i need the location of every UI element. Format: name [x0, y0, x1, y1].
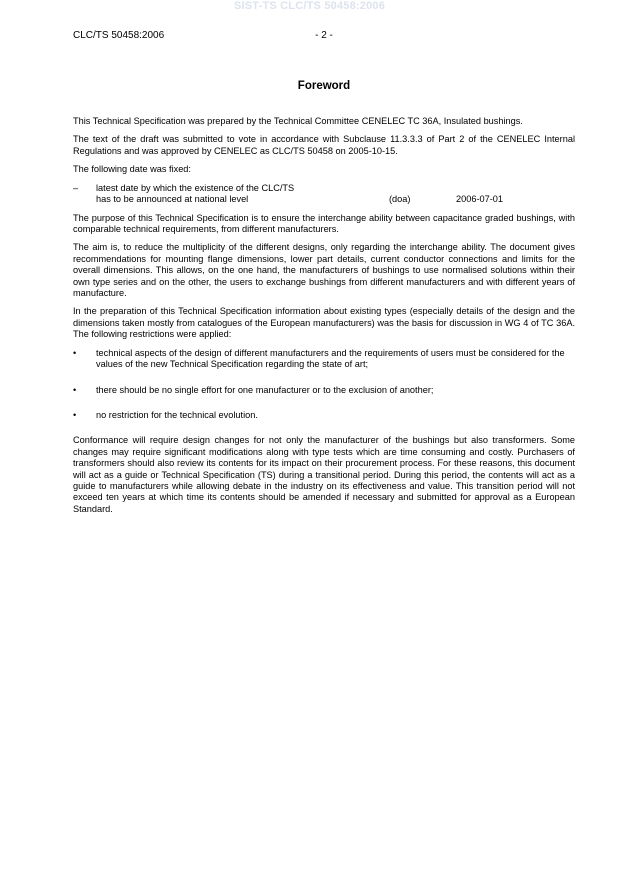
- paragraph-aim: The aim is, to reduce the multiplicity of the different designs, only regarding the interchange ability. The document gives recommendations for mounting flange dimensions, lower part details, current conductor connections and limits for the overall dimensions. This allows, on the one hand, the manufacturers of bushings to use normalised solutions within their own type series and on the other, the users to exchange bushings from different manufacturers and with different years of manufacture.: [73, 242, 575, 299]
- list-item: [73, 410, 575, 421]
- date-value: 2006-07-01: [456, 194, 503, 205]
- date-abbreviation: (doa): [389, 194, 411, 205]
- bullet-marker: •: [73, 384, 77, 395]
- list-item: [73, 385, 575, 396]
- bullet-marker: •: [73, 409, 77, 420]
- list-item: [73, 348, 575, 371]
- page-title: Foreword: [297, 80, 351, 92]
- paragraph-purpose: The purpose of this Technical Specification is to ensure the interchange ability between capacitance graded bushings, with comparable technical requirements, from different manufacturers.: [73, 212, 575, 235]
- restrictions-list: [73, 348, 575, 422]
- document-body: [73, 116, 575, 522]
- bullet-marker: •: [73, 347, 77, 358]
- date-list-item: [73, 183, 575, 206]
- dash-marker: –: [73, 182, 79, 193]
- paragraph-vote: The text of the draft was submitted to vote in accordance with Subclause 11.3.3.3 of Part 2 of the CENELEC Internal Regulations and was approved by CENELEC as CLC/TS 50458 on 2005-10-15.: [73, 134, 575, 156]
- watermark: SIST-TS CLC/TS 50458:2006: [233, 0, 386, 12]
- paragraph-date-intro: The following date was fixed:: [73, 164, 191, 175]
- paragraph-preparation: In the preparation of this Technical Specification information about existing types (especially details of the design and the dimensions taken mostly from catalogues of the European manufacturers) was the basis for discussion in WG 4 of TC 36A. The following restrictions were applied:: [73, 306, 575, 340]
- document-reference: CLC/TS 50458:2006: [73, 30, 165, 41]
- paragraph-conformance: Conformance will require design changes for not only the manufacturer of the bushings but also transformers. Some changes may require significant modifications along with type tests which are time consuming and costly. Purchasers of transformers should also review its contents for its impact on their procurement process. For these reasons, this document will act as a guide or Technical Specification (TS) during a transitional period. During this period, the contents will act as a guide to manufacturers while allowing debate in the industry on its effectiveness and value. This transition period will not exceed ten years at which time its contents should be amended if necessary and submitted for approval as a European Standard.: [73, 435, 575, 514]
- list-item-text: technical aspects of the design of different manufacturers and the requirements of users must be considered for the values of the new Technical Specification regarding the state of art;: [96, 347, 565, 370]
- list-item-text: no restriction for the technical evolution.: [96, 409, 258, 420]
- page-number: - 2 -: [315, 30, 333, 41]
- date-item-line-2: has to be announced at national level: [96, 194, 249, 205]
- date-item-line-1: latest date by which the existence of the CLC/TS: [96, 182, 295, 193]
- paragraph-prepared-by: This Technical Specification was prepared by the Technical Committee CENELEC TC 36A, Insulated bushings.: [73, 116, 523, 126]
- list-item-text: there should be no single effort for one manufacturer or to the exclusion of another;: [96, 384, 434, 395]
